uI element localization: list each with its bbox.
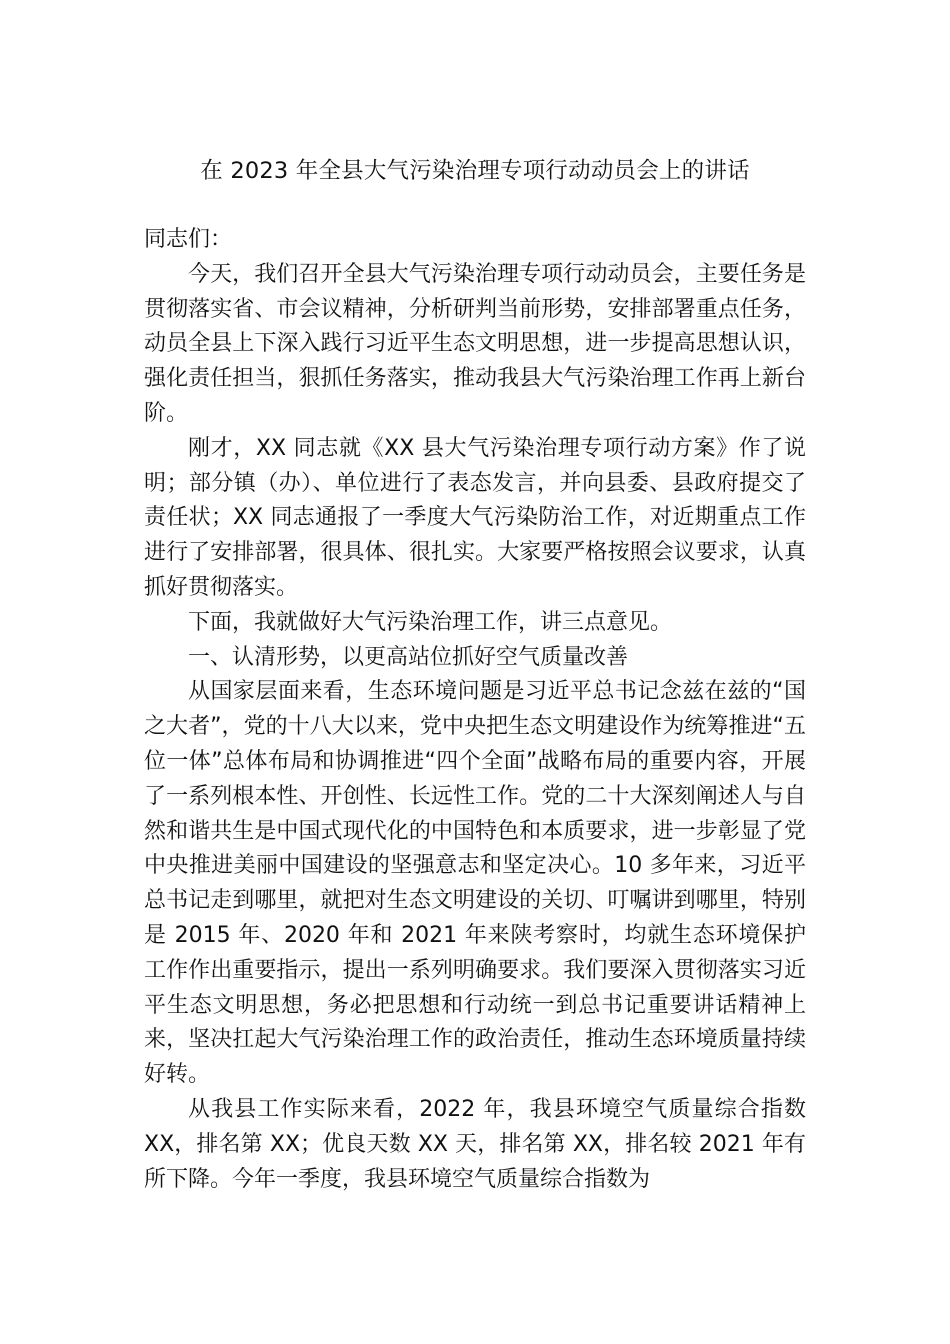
paragraph: 刚才，XX 同志就《XX 县大气污染治理专项行动方案》作了说明；部分镇（办）、单位进行了表态发言，并向县委、县政府提交了责任状；XX 同志通报了一季度大气污染防治工作，对近期重点工作进行了安排部署，很具体、很扎实。大家要严格按照会议要求，认真抓好贯彻落实。 xyxy=(144,435,806,600)
section-heading: 一、认清形势，以更高站位抓好空气质量改善 xyxy=(188,644,629,670)
paragraph: 今天，我们召开全县大气污染治理专项行动动员会，主要任务是贯彻落实省、市会议精神，分析研判当前形势，安排部署重点任务，动员全县上下深入践行习近平生态文明思想，进一步提高思想认识，强化责任担当，狠抓任务落实，推动我县大气污染治理工作再上新台阶。 xyxy=(144,261,806,426)
document-title: 在 2023 年全县大气污染治理专项行动动员会上的讲话 xyxy=(200,158,750,184)
paragraph: 从国家层面来看，生态环境问题是习近平总书记念兹在兹的“国之大者”，党的十八大以来，党中央把生态文明建设作为统筹推进“五位一体”总体布局和协调推进“四个全面”战略布局的重要内容，开展了一系列根本性、开创性、长远性工作。党的二十大深刻阐述人与自然和谐共生是中国式现代化的中国特色和本质要求，进一步彰显了党中央推进美丽中国建设的坚强意志和坚定决心。10 多年来，习近平总书记走到哪里，就把对生态文明建设的关切、叮嘱讲到哪里，特别是 2015 年、2020 年和 2021 年来陕考察时，均就生态环境保护工作作出重要指示，提出一系列明确要求。我们要深入贯彻落实习近平生态文明思想，务必把思想和行动统一到总书记重要讲话精神上来，坚决扛起大气污染治理工作的政治责任，推动生态环境质量持续好转。 xyxy=(144,679,806,1088)
document-body xyxy=(144,223,806,1197)
paragraph: 从我县工作实际来看，2022 年，我县环境空气质量综合指数 XX，排名第 XX；优良天数 XX 天，排名第 XX，排名较 2021 年有所下降。今年一季度，我县环境空气质量综合指数为 xyxy=(144,1096,806,1192)
paragraph: 下面，我就做好大气污染治理工作，讲三点意见。 xyxy=(188,609,673,635)
salutation: 同志们： xyxy=(144,227,233,252)
